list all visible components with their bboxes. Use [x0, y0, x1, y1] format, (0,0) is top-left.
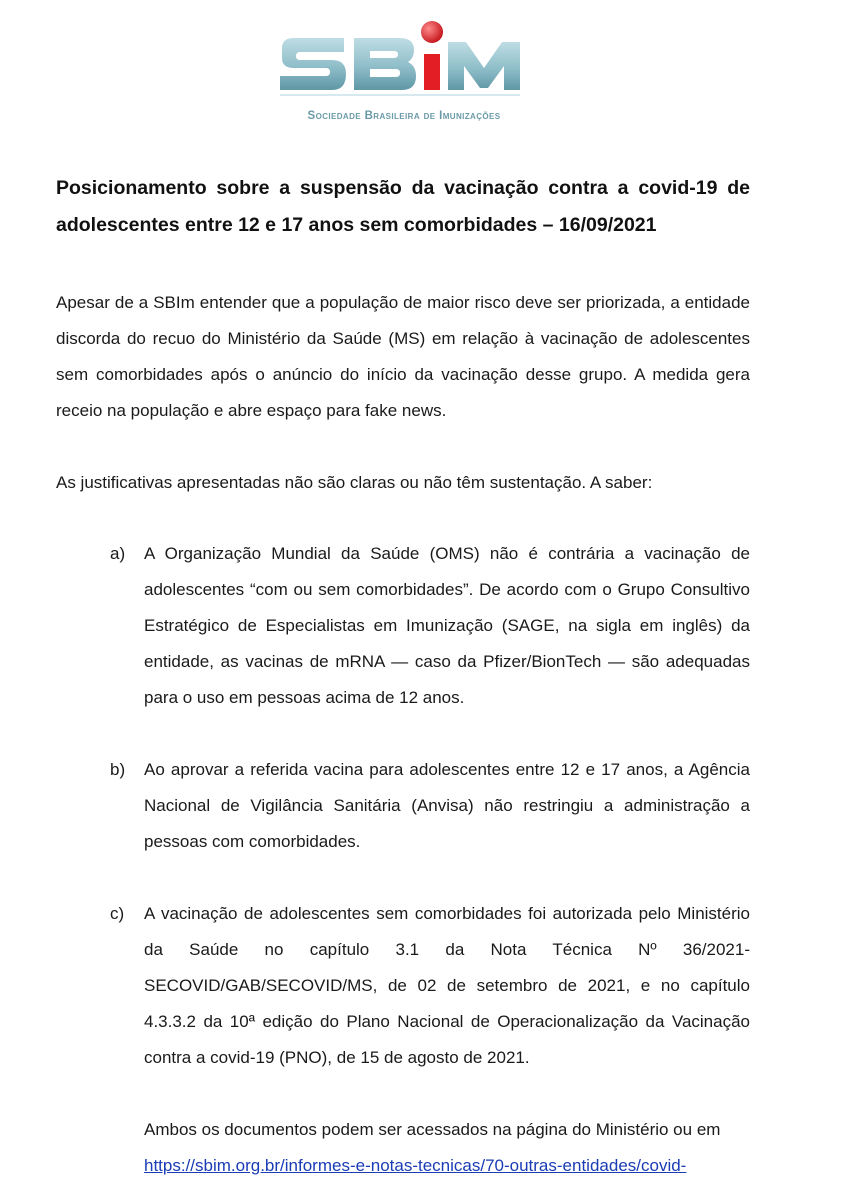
sbim-logo: [276, 14, 532, 129]
document-title: Posicionamento sobre a suspensão da vacinação contra a covid-19 de adolescentes entre 12 e 17 anos sem comorbidades – 16/09/2021: [56, 177, 750, 236]
list-marker: c): [110, 904, 125, 923]
justifications-intro: As justificativas apresentadas não são claras ou não têm sustentação. A saber:: [56, 473, 653, 492]
informes-link[interactable]: https://sbim.org.br/informes-e-notas-tecnicas/70-outras-entidades/covid-: [144, 1156, 687, 1175]
list-item-c: [110, 896, 750, 1076]
followup-text: Ambos os documentos podem ser acessados na página do Ministério ou em: [144, 1120, 721, 1139]
list-marker: b): [110, 760, 126, 779]
list-item-text: A vacinação de adolescentes sem comorbidades foi autorizada pelo Ministério da Saúde no capítulo 3.1 da Nota Técnica Nº 36/2021-SECOVID/GAB/SECOVID/MS, de 02 de setembro de 2021, e no capítulo 4.3.3.2 da 10ª edição do Plano Nacional de Operacionalização da Vacinação contra a covid-19 (PNO), de 15 de agosto de 2021.: [144, 904, 750, 1067]
list-marker: a): [110, 544, 126, 563]
list-item-text: Ao aprovar a referida vacina para adolescentes entre 12 e 17 anos, a Agência Nacional de Vigilância Sanitária (Anvisa) não restringiu a administração a pessoas com comorbidades.: [144, 760, 750, 851]
sbim-wordmark: [276, 14, 532, 110]
intro-paragraph: Apesar de a SBIm entender que a população de maior risco deve ser priorizada, a entidade discorda do recuo do Ministério da Saúde (MS) em relação à vacinação de adolescentes sem comorbidades após o anúncio do início da vacinação desse grupo. A medida gera receio na população e abre espaço para fake news.: [56, 293, 750, 420]
list-item-b: [110, 752, 750, 860]
list-item-text: A Organização Mundial da Saúde (OMS) não é contrária a vacinação de adolescentes “com ou sem comorbidades”. De acordo com o Grupo Consultivo Estratégico de Especialistas em Imunização (SAGE, na sigla em inglês) da entidade, as vacinas de mRNA — caso da Pfizer/BionTech — são adequadas para o uso em pessoas acima de 12 anos.: [144, 544, 750, 707]
list-item-a: [110, 536, 750, 716]
logo-subtitle: Sociedade Brasileira de Imunizações: [307, 110, 501, 122]
followup-paragraph: [144, 1112, 750, 1184]
